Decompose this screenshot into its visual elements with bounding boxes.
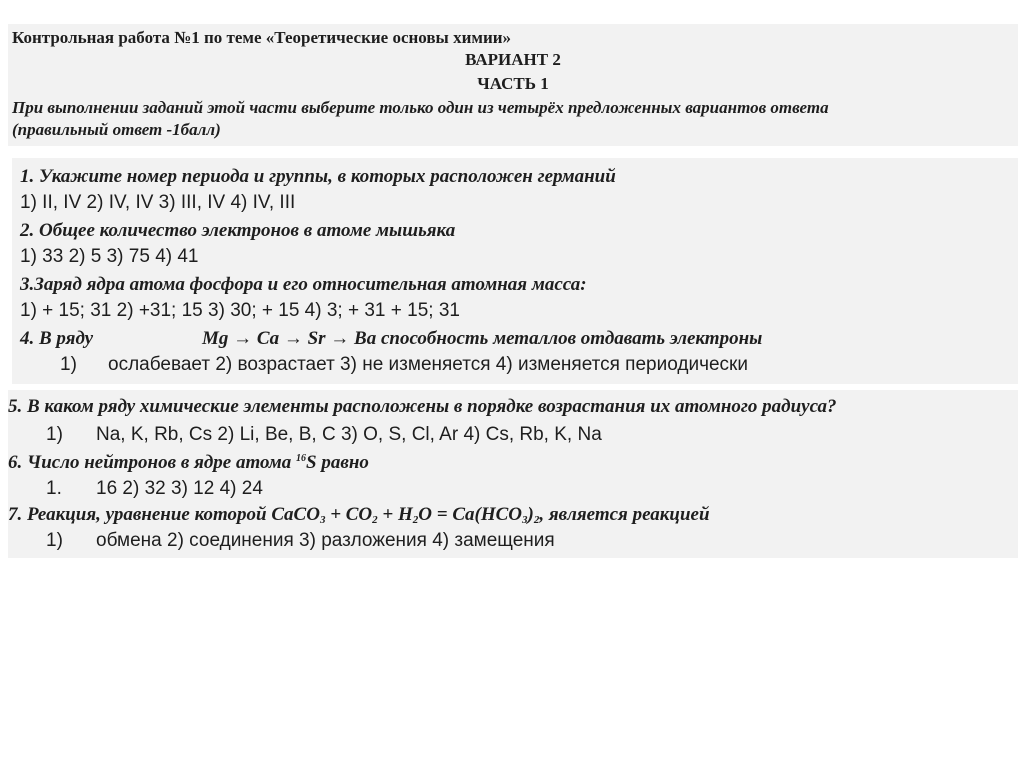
equation-part: + H (377, 504, 413, 525)
element-series: Mg → Ca → Sr → Ba (202, 328, 377, 349)
question-4-prefix: 4. В ряду (20, 328, 94, 349)
answer-5-number: 1) (46, 424, 63, 445)
test-title: Контрольная работа №1 по теме «Теоретические основы химии» (12, 28, 512, 47)
part-label: ЧАСТЬ 1 (477, 74, 549, 93)
equation-subscript: 3 (522, 514, 528, 526)
questions-block-1 (12, 158, 1018, 384)
question-7-rest: , является реакцией (539, 504, 710, 525)
answers-6 (46, 478, 1018, 500)
instructions-line-1: При выполнении заданий этой части выберите только один из четырёх предложенных вариантов ответа (12, 98, 829, 117)
question-6-rest: равно (316, 452, 369, 473)
answer-6-number: 1. (46, 478, 62, 499)
question-1: 1. Укажите номер периода и группы, в которых расположен германий (20, 166, 616, 187)
answer-4-number: 1) (60, 354, 77, 375)
question-5: 5. В каком ряду химические элементы расположены в порядке возрастания их атомного радиуса? (8, 396, 837, 417)
answer-5-options: Na, K, Rb, Cs 2) Li, Be, B, C 3) O, S, Cl, Ar 4) Cs, Rb, K, Na (96, 424, 602, 445)
equation-part: O = Ca(HCO (418, 504, 523, 525)
question-4-rest: способность металлов отдавать электроны (376, 328, 763, 349)
test-header (8, 24, 1018, 146)
question-6-prefix: 6. Число нейтронов в ядре атома (8, 452, 297, 473)
answers-4 (60, 354, 1018, 376)
equation-subscript: 2 (533, 514, 540, 526)
equation-part: + CO (325, 504, 373, 525)
questions-block-2 (8, 390, 1018, 558)
answers-7 (46, 530, 1018, 552)
question-7-prefix: 7. Реакция, уравнение которой (8, 504, 272, 525)
equation-part: ) (527, 504, 534, 525)
question-7 (8, 504, 1018, 526)
reaction-equation (271, 504, 539, 525)
answers-1: 1) II, IV 2) IV, IV 3) III, IV 4) IV, III (20, 192, 296, 213)
answers-3: 1) + 15; 31 2) +31; 15 3) 30; + 15 4) 3; + 31 + 15; 31 (20, 300, 460, 321)
equation-subscript: 2 (372, 514, 378, 526)
question-6 (8, 452, 1018, 474)
isotope-mass-number: 16 (296, 453, 307, 464)
answers-5 (46, 424, 1018, 446)
answer-7-options: обмена 2) соединения 3) разложения 4) замещения (96, 530, 555, 551)
equation-subscript: 2 (412, 514, 419, 526)
answer-6-options: 16 2) 32 3) 12 4) 24 (96, 478, 263, 499)
isotope-symbol: S (306, 452, 317, 473)
answer-4-options: ослабевает 2) возрастает 3) не изменяется 4) изменяется периодически (108, 354, 748, 375)
equation-subscript: 3 (319, 514, 326, 526)
question-4 (20, 328, 1018, 350)
instructions-line-2: (правильный ответ -1балл) (12, 120, 221, 139)
question-3: 3.Заряд ядра атома фосфора и его относительная атомная масса: (20, 274, 587, 295)
answers-2: 1) 33 2) 5 3) 75 4) 41 (20, 246, 199, 267)
question-2: 2. Общее количество электронов в атоме мышьяка (20, 220, 456, 241)
variant-label: ВАРИАНТ 2 (465, 50, 561, 69)
equation-part: CaCO (271, 504, 320, 525)
answer-7-number: 1) (46, 530, 63, 551)
